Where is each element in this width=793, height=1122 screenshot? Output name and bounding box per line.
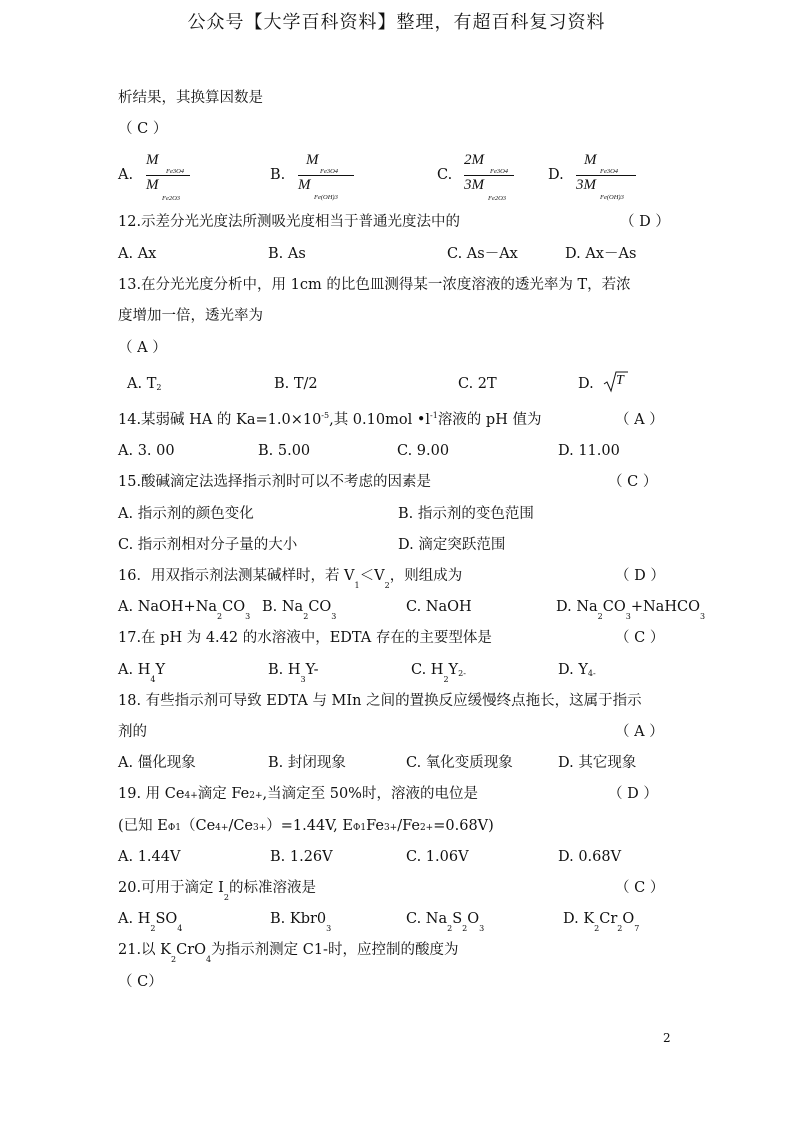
q11-c-denominator: 3M bbox=[464, 177, 484, 193]
q21-stem bbox=[118, 940, 458, 962]
q11-d-numerator: M bbox=[584, 152, 597, 168]
q19-answer: （ D ） bbox=[608, 786, 658, 802]
q19-stem-sup2: 2+ bbox=[249, 791, 263, 801]
q20-c-text: C. Na bbox=[406, 911, 448, 927]
q11-a-numerator: M bbox=[146, 152, 159, 168]
q11-option-c-label: C. bbox=[437, 167, 453, 183]
q19-stem-sup1: 4+ bbox=[184, 791, 198, 801]
q20-a-text: A. H bbox=[118, 911, 151, 927]
q14-option-c: C. 9.00 bbox=[397, 443, 450, 459]
q20-b-text: B. Kbr0 bbox=[270, 911, 327, 927]
q16-b-text: B. Na bbox=[262, 599, 304, 615]
q17-answer: （ C ） bbox=[615, 630, 665, 646]
q19-known-g: =0.68V) bbox=[433, 818, 494, 834]
q15-stem: 15.酸碱滴定法选择指示剂时可以不考虑的因素是 bbox=[118, 474, 432, 490]
q20-c-sub1: 2 bbox=[447, 924, 453, 933]
q20-option-c bbox=[406, 909, 484, 931]
q17-c-sup: 2- bbox=[458, 669, 466, 678]
q19-known-sup-c: 3+ bbox=[253, 823, 267, 833]
q16-a-sub2: 3 bbox=[245, 612, 251, 621]
q16-d-end: +NaHCO bbox=[630, 599, 700, 615]
q21-stem-a: 21.以 K bbox=[118, 942, 172, 958]
q19-known-d: ）=1.44V, E bbox=[266, 818, 353, 834]
q20-a-mid: SO bbox=[155, 911, 178, 927]
q16-d-sub2: 3 bbox=[625, 612, 631, 621]
q17-b-sub: 3 bbox=[300, 675, 306, 684]
q17-option-c bbox=[411, 660, 466, 682]
q20-c-mid: S bbox=[452, 911, 463, 927]
q17-option-d bbox=[558, 660, 596, 682]
q13-answer: （ A ） bbox=[118, 340, 167, 356]
q16-option-c: C. NaOH bbox=[406, 599, 472, 615]
q19-known-f: /Fe bbox=[397, 818, 420, 834]
q18-option-c: C. 氧化变质现象 bbox=[406, 755, 513, 771]
q18-option-a: A. 僵化现象 bbox=[118, 755, 196, 771]
q14-stem-sup2: -1 bbox=[430, 411, 438, 420]
q18-option-b: B. 封闭现象 bbox=[268, 755, 346, 771]
q16-d-sub1: 2 bbox=[597, 612, 603, 621]
q13-option-d-radicand: T bbox=[616, 373, 624, 388]
q17-option-a bbox=[118, 660, 165, 682]
q13-option-d: D. bbox=[578, 376, 594, 392]
q14-stem-sup1: -5 bbox=[321, 411, 330, 420]
q16-stem-sub1: 1 bbox=[354, 581, 360, 590]
q21-stem-c: 为指示剂测定 C1-时，应控制的酸度为 bbox=[211, 942, 459, 958]
q11-a-denominator: M bbox=[146, 177, 159, 193]
q20-option-d bbox=[563, 909, 639, 931]
q13-stem-line1: 13.在分光光度分析中，用 1cm 的比色皿测得某一浓度溶液的透光率为 T，若浓 bbox=[118, 277, 631, 293]
q12-answer: （ D ） bbox=[620, 214, 670, 230]
q11-a-den-sub: Fe2O3 bbox=[162, 195, 181, 202]
q11-d-den-sub: Fe(OH)3 bbox=[600, 194, 624, 201]
q20-stem-a: 20.可用于滴定 I bbox=[118, 880, 224, 896]
q20-d-mid: Cr bbox=[599, 911, 618, 927]
q19-known-sup-b: 4+ bbox=[215, 823, 229, 833]
q16-stem-sub2: 2 bbox=[384, 581, 390, 590]
q11-stem: 析结果，其换算因数是 bbox=[118, 90, 263, 106]
q19-option-d: D. 0.68V bbox=[558, 849, 622, 865]
q11-c-num-sub: Fe3O4 bbox=[490, 168, 509, 175]
q13-option-a-text: A. T bbox=[127, 376, 157, 392]
q20-option-b bbox=[270, 909, 331, 931]
q19-known bbox=[118, 816, 494, 838]
fraction-bar bbox=[576, 175, 636, 176]
q16-a-sub1: 2 bbox=[217, 612, 223, 621]
q14-answer: （ A ） bbox=[615, 412, 664, 428]
q21-stem-sub2: 4 bbox=[206, 955, 212, 964]
q11-option-d-label: D. bbox=[548, 167, 564, 183]
page-header: 公众号【大学百科资料】整理，有超百科复习资料 bbox=[187, 12, 606, 33]
q13-option-c: C. 2T bbox=[458, 376, 497, 392]
q13-option-a-sup: 2 bbox=[156, 383, 162, 392]
q16-b-sub1: 2 bbox=[303, 612, 309, 621]
q18-stem-line1: 18. 有些指示剂可导致 EDTA 与 MIn 之间的置换反应缓慢终点拖长，这属于指示 bbox=[118, 693, 642, 709]
q14-option-a: A. 3. 00 bbox=[118, 443, 175, 459]
q17-c-sub: 2 bbox=[443, 675, 449, 684]
q17-c-end: Y bbox=[448, 662, 459, 678]
q19-known-e: Fe bbox=[366, 818, 384, 834]
fraction-bar bbox=[298, 175, 354, 176]
q18-answer: （ A ） bbox=[615, 724, 664, 740]
q20-d-sub3: 7 bbox=[634, 924, 640, 933]
q20-c-end: O bbox=[467, 911, 480, 927]
q14-stem bbox=[118, 410, 541, 432]
fraction-bar bbox=[146, 175, 190, 176]
q14-stem-c: 溶液的 pH 值为 bbox=[437, 412, 542, 428]
q18-stem-line2: 剂的 bbox=[118, 724, 147, 740]
q20-answer: （ C ） bbox=[615, 880, 665, 896]
q15-option-a: A. 指示剂的颜色变化 bbox=[118, 506, 254, 522]
q16-d-sub3: 3 bbox=[699, 612, 706, 621]
q17-b-end: Y- bbox=[305, 662, 319, 678]
q16-d-mid: CO bbox=[602, 599, 626, 615]
q14-stem-b: ,其 0.10mol •l bbox=[329, 412, 431, 428]
q19-known-sup-d: Φ1 bbox=[352, 823, 367, 833]
q16-option-d bbox=[556, 597, 705, 619]
q14-stem-a: 14.某弱碱 HA 的 Ka=1.0×10 bbox=[118, 412, 322, 428]
q19-known-sup-a: Φ1 bbox=[167, 823, 181, 833]
q15-answer: （ C ） bbox=[608, 474, 658, 490]
q11-option-b-label: B. bbox=[270, 167, 286, 183]
q19-option-c: C. 1.06V bbox=[406, 849, 469, 865]
q20-stem-sub: 2 bbox=[223, 893, 229, 902]
q20-c-sub2: 2 bbox=[462, 924, 468, 933]
q17-a-text: A. H bbox=[118, 662, 151, 678]
q11-b-num-sub: Fe3O4 bbox=[320, 168, 339, 175]
q11-d-num-sub: Fe3O4 bbox=[600, 168, 619, 175]
fraction-bar bbox=[464, 175, 514, 176]
q19-stem-c: ,当滴定至 50%时，溶液的电位是 bbox=[262, 786, 478, 802]
q11-option-a-label: A. bbox=[118, 167, 134, 183]
q16-stem-a: 16．用双指示剂法测某碱样时，若 V bbox=[118, 568, 355, 584]
q16-b-mid: CO bbox=[308, 599, 332, 615]
q21-answer: （ C） bbox=[118, 974, 163, 990]
q19-stem-b: 滴定 Fe bbox=[197, 786, 250, 802]
q20-c-sub3: 3 bbox=[479, 924, 485, 933]
q13-stem-line2: 度增加一倍，透光率为 bbox=[118, 308, 263, 324]
q19-stem bbox=[118, 784, 478, 806]
q17-option-b bbox=[268, 660, 319, 682]
q16-stem-c: ，则组成为 bbox=[389, 568, 463, 584]
q20-stem bbox=[118, 878, 316, 900]
q17-stem: 17.在 pH 为 4.42 的水溶液中，EDTA 存在的主要型体是 bbox=[118, 630, 492, 646]
q17-d-sup: 4- bbox=[587, 669, 596, 678]
q15-option-d: D. 滴定突跃范围 bbox=[398, 537, 506, 553]
q20-d-end: O bbox=[622, 911, 635, 927]
q19-known-sup-f: 2+ bbox=[419, 823, 434, 833]
q18-option-d: D. 其它现象 bbox=[558, 755, 637, 771]
q17-c-text: C. H bbox=[411, 662, 444, 678]
q17-a-sub: 4 bbox=[150, 675, 156, 684]
q11-b-denominator: M bbox=[298, 177, 311, 193]
q16-option-b bbox=[262, 597, 336, 619]
q20-a-sub1: 2 bbox=[150, 924, 156, 933]
q20-d-sub1: 2 bbox=[594, 924, 600, 933]
q11-d-denominator: 3M bbox=[576, 177, 596, 193]
q12-option-c: C. As－Ax bbox=[447, 246, 518, 262]
q16-a-text: A. NaOH+Na bbox=[118, 599, 218, 615]
q11-c-numerator: 2M bbox=[464, 152, 484, 168]
q20-b-sub: 3 bbox=[326, 924, 332, 933]
q16-stem-b: ＜V bbox=[359, 568, 385, 584]
page-number: 2 bbox=[663, 1031, 671, 1045]
q19-known-a: (已知 E bbox=[118, 818, 168, 834]
q16-b-sub2: 3 bbox=[331, 612, 337, 621]
q20-a-sub2: 4 bbox=[177, 924, 183, 933]
q19-option-b: B. 1.26V bbox=[270, 849, 333, 865]
q13-option-a bbox=[127, 374, 161, 396]
q11-a-num-sub: Fe3O4 bbox=[166, 168, 185, 175]
q20-stem-b: 的标准溶液是 bbox=[229, 880, 316, 896]
q12-stem: 12.示差分光光度法所测吸光度相当于普通光度法中的 bbox=[118, 214, 461, 230]
q17-a-end: Y bbox=[155, 662, 166, 678]
q14-option-b: B. 5.00 bbox=[258, 443, 311, 459]
q11-c-den-sub: Fe2O3 bbox=[488, 195, 507, 202]
q11-b-den-sub: Fe(OH)3 bbox=[314, 194, 338, 201]
q16-a-mid: CO bbox=[222, 599, 246, 615]
q21-stem-sub1: 2 bbox=[171, 955, 177, 964]
q20-d-text: D. K bbox=[563, 911, 595, 927]
q12-option-d: D. Ax－As bbox=[565, 246, 637, 262]
q14-option-d: D. 11.00 bbox=[558, 443, 620, 459]
q15-option-b: B. 指示剂的变色范围 bbox=[398, 506, 534, 522]
q19-stem-a: 19. 用 Ce bbox=[118, 786, 185, 802]
q15-option-c: C. 指示剂相对分子量的大小 bbox=[118, 537, 298, 553]
q16-stem bbox=[118, 566, 462, 588]
q16-option-a bbox=[118, 597, 250, 619]
q19-known-c: /Ce bbox=[228, 818, 253, 834]
q17-d-text: D. Y bbox=[558, 662, 588, 678]
q16-d-text: D. Na bbox=[556, 599, 598, 615]
q13-option-b: B. T/2 bbox=[274, 376, 318, 392]
q17-b-text: B. H bbox=[268, 662, 301, 678]
q19-option-a: A. 1.44V bbox=[118, 849, 181, 865]
q20-option-a bbox=[118, 909, 182, 931]
q19-known-sup-e: 3+ bbox=[383, 823, 398, 833]
q11-answer: （ C ） bbox=[118, 121, 168, 137]
q16-answer: （ D ） bbox=[615, 568, 665, 584]
q11-b-numerator: M bbox=[306, 152, 319, 168]
q13-option-d-sqrt bbox=[603, 370, 629, 399]
q21-stem-b: CrO bbox=[176, 942, 207, 958]
q20-d-sub2: 2 bbox=[617, 924, 623, 933]
q12-option-b: B. As bbox=[268, 246, 306, 262]
q12-option-a: A. Ax bbox=[118, 246, 157, 262]
q19-known-b: （Ce bbox=[180, 818, 216, 834]
